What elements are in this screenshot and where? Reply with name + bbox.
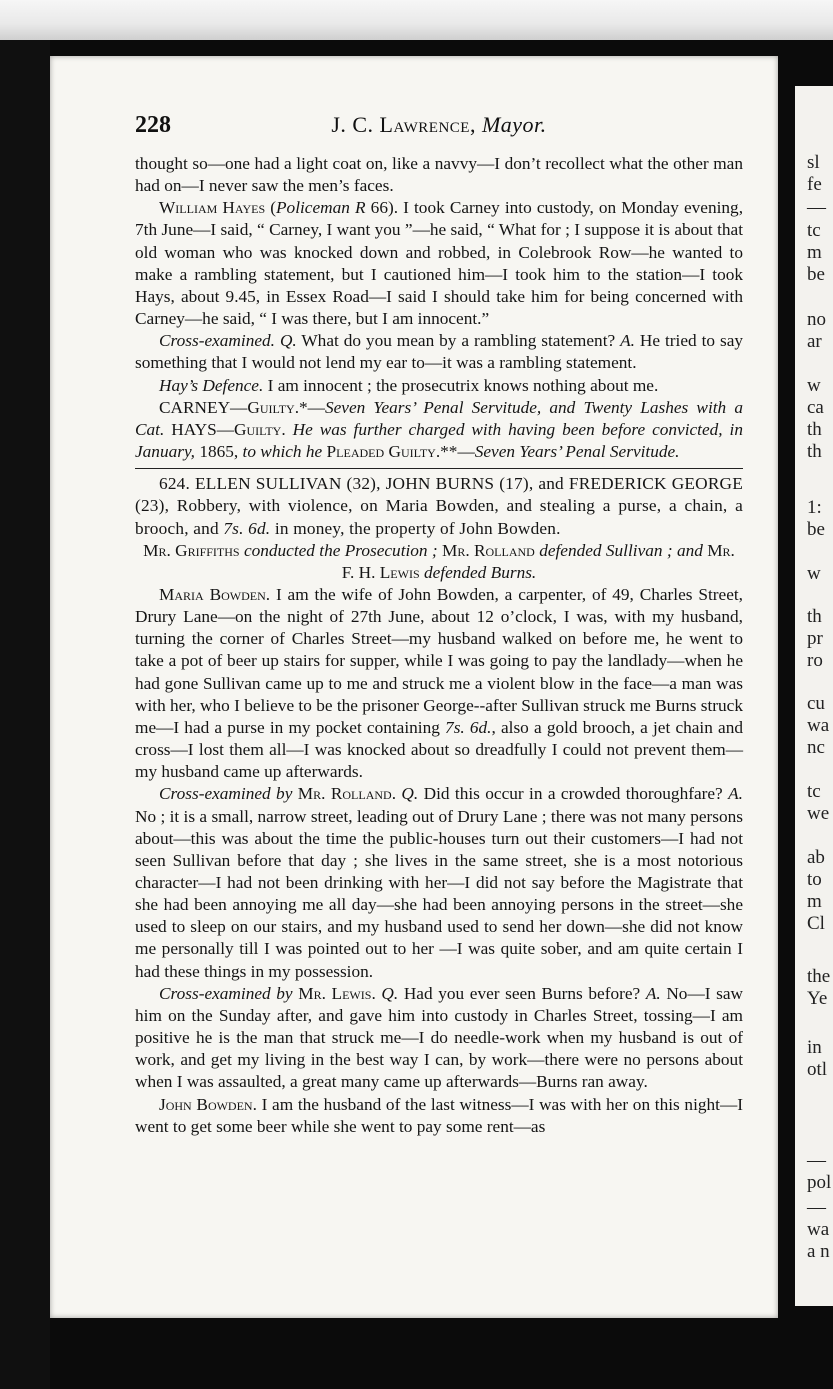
adjacent-page-fragment: be bbox=[807, 519, 825, 540]
page-number: 228 bbox=[135, 112, 171, 138]
running-head-title: Mayor. bbox=[481, 112, 547, 137]
text-run: A. bbox=[620, 331, 635, 351]
paragraph bbox=[135, 783, 743, 982]
text-run: I am innocent ; the prosecutrix knows nothing about me. bbox=[263, 375, 659, 395]
text-run: Mr. bbox=[707, 540, 735, 560]
adjacent-page-fragment: fe bbox=[807, 174, 822, 195]
text-run: 624. ELLEN SULLIVAN (32), JOHN BURNS (17), and FREDERICK GEORGE (23), Robbery, with violence, on Maria Bowden, and stealing a purse, a chain, a brooch, and bbox=[135, 474, 743, 538]
text-run: Policeman R bbox=[276, 198, 366, 218]
adjacent-page-fragment: wa bbox=[807, 1219, 830, 1240]
adjacent-page-fragment: a n bbox=[807, 1241, 830, 1262]
text-run: Guilty bbox=[233, 419, 282, 439]
text-run: Q. bbox=[381, 983, 399, 1003]
text-run: HAYS— bbox=[164, 419, 234, 439]
adjacent-page-fragment: 1: bbox=[807, 497, 822, 518]
adjacent-page-fragment: pr bbox=[807, 628, 823, 649]
adjacent-page-fragment: ab bbox=[807, 847, 825, 868]
text-run: 7s. 6d. bbox=[223, 518, 271, 538]
paragraph bbox=[135, 375, 743, 397]
paragraph bbox=[135, 330, 743, 374]
text-run: 1865, bbox=[195, 442, 243, 462]
text-run: Seven Years’ Penal Servitude, and Twenty Lashes with a Cat. bbox=[135, 397, 743, 439]
text-run: .**— bbox=[435, 442, 475, 462]
adjacent-page-fragment: in bbox=[807, 1037, 822, 1058]
adjacent-page-fragment: the bbox=[807, 966, 831, 987]
scan-frame-left bbox=[0, 40, 50, 1389]
text-run: A. bbox=[645, 983, 661, 1003]
adjacent-page-fragment: Cl bbox=[807, 913, 825, 934]
text-run: No ; it is a small, narrow street, leading out of Drury Lane ; there was not many persons about—this was about the time the public-houses turn out their customers—I had not seen Sullivan before that day ; she lives in the same street, she is a most notorious character—I had not been drinking with her—I did not say before the Magistrate that she had been annoying me all day—she had been annoying persons in the street—she used to sleep on our stairs, and my husband used to send her down—she did not know me personally till I was pointed out to her —I was quite sober, and am quite certain I had these things in my possession. bbox=[135, 806, 743, 981]
text-run: Q. bbox=[401, 784, 419, 804]
adjacent-page-fragment: sl bbox=[807, 152, 820, 173]
text-run: Maria Bowden bbox=[159, 584, 266, 604]
paragraph bbox=[135, 1094, 743, 1138]
text-run: , also a gold brooch, a jet chain and cross—I lost them all—I was knocked about so dreadfully I could not prevent them—my husband came up afterwards. bbox=[135, 717, 743, 782]
adjacent-page-fragment: otl bbox=[807, 1059, 828, 1080]
adjacent-page-fragment: pol bbox=[807, 1172, 832, 1193]
text-run: Hay’s Defence. bbox=[159, 375, 264, 395]
running-head-name: J. C. Lawrence, bbox=[331, 112, 476, 137]
text-run: John Bowden bbox=[159, 1094, 253, 1114]
adjacent-page-fragment: to bbox=[807, 869, 822, 890]
adjacent-page-fragment: — bbox=[807, 1150, 826, 1171]
text-run: and bbox=[676, 540, 703, 560]
adjacent-page-fragment: no bbox=[807, 309, 826, 330]
adjacent-page-fragment: th bbox=[807, 419, 822, 440]
adjacent-page-fragment: w bbox=[807, 375, 821, 396]
text-run: to which he bbox=[242, 442, 323, 462]
adjacent-page-fragment: we bbox=[807, 803, 830, 824]
text-run: in money, the property of John Bowden. bbox=[270, 518, 561, 538]
adjacent-page-fragment: w bbox=[807, 563, 821, 584]
adjacent-page-fragment: ca bbox=[807, 397, 824, 418]
text-run: Lewis bbox=[379, 562, 420, 582]
adjacent-page-fragment: — bbox=[807, 1197, 826, 1218]
scan-margin-top bbox=[0, 0, 833, 40]
adjacent-page-fragment: th bbox=[807, 606, 822, 627]
text-run: defended Burns. bbox=[423, 562, 537, 582]
adjacent-page-fragment: th bbox=[807, 441, 822, 462]
adjacent-page-fragment: wa bbox=[807, 715, 830, 736]
text-run: ( bbox=[265, 198, 276, 218]
text-run: thought so—one had a light coat on, like a navvy—I don’t recollect what the other man had on—I never saw the men’s faces. bbox=[135, 154, 743, 196]
text-run: . bbox=[391, 784, 402, 804]
paragraph bbox=[135, 983, 743, 1094]
text-run: . I am the wife of John Bowden, a carpenter, of 49, Charles Street, Drury Lane—on the night of 27th June, about 12 o’clock, I was, with my husband, turning the corner of Charles Street—my husband walked on before me, he went to take a pot of beer up stairs for supper, while I was going to pay the landlady—when he had gone Sullivan came up to me and struck me a violent blow in the face—a man was with her, who I believe to be the prisoner George--after Sullivan struck me Burns struck me—I had a purse in my pocket containing bbox=[135, 584, 743, 737]
text-run: Cross-examined by bbox=[159, 784, 293, 804]
page-header bbox=[135, 112, 743, 142]
text-run: 7s. 6d. bbox=[445, 717, 492, 737]
adjacent-page-fragment: be bbox=[807, 264, 825, 285]
text-run: Mr. Rolland bbox=[441, 540, 535, 560]
adjacent-page-fragment: m bbox=[807, 242, 822, 263]
adjacent-page-fragment: ar bbox=[807, 331, 822, 352]
adjacent-page-fragment: tc bbox=[807, 781, 821, 802]
text-run: No—I saw him on the Sunday after, and gave him into custody in Charles Street, tossing—I am positive he is the man that struck me—I do needle-work when my husband is out of work, and get my living in the best way I can, by work—there were no persons about when I was assaulted, a great many came up afterwards—Burns ran away. bbox=[135, 983, 743, 1092]
text-run: Q. bbox=[279, 331, 297, 351]
text-run: . I am the husband of the last witness—I was with her on this night—I went to get some beer while she went to pay some rent—as bbox=[135, 1094, 743, 1136]
text-run: He tried to say something that I would not lend my ear to—it was a rambling statement. bbox=[135, 331, 743, 373]
text-run: Guilty bbox=[247, 397, 295, 417]
page-body-text bbox=[135, 153, 743, 1138]
adjacent-page-fragment: ro bbox=[807, 650, 823, 671]
text-run: Mr. Griffiths bbox=[143, 540, 240, 560]
text-run: Seven Years’ Penal Servitude. bbox=[474, 442, 680, 462]
case-heading bbox=[135, 473, 743, 539]
text-run: CARNEY— bbox=[159, 397, 248, 417]
text-run: . bbox=[371, 983, 382, 1003]
paragraph bbox=[135, 197, 743, 330]
running-head bbox=[135, 112, 743, 138]
text-run: Mr. Lewis bbox=[298, 983, 372, 1003]
text-run: defended Sullivan ; bbox=[539, 540, 673, 560]
text-run: . bbox=[281, 419, 293, 439]
text-run: Had you ever seen Burns before? bbox=[398, 983, 646, 1003]
adjacent-page-fragment: m bbox=[807, 891, 822, 912]
section-rule bbox=[135, 468, 743, 469]
adjacent-page-fragment: Ye bbox=[807, 988, 828, 1009]
counsel-line bbox=[135, 540, 743, 584]
text-run: Pleaded Guilty bbox=[326, 442, 436, 462]
text-run: Cross-examined. bbox=[159, 331, 275, 351]
text-run: A. bbox=[728, 784, 744, 804]
text-run: Cross-examined by bbox=[159, 983, 293, 1003]
text-run: What do you mean by a rambling statement? bbox=[296, 331, 621, 351]
text-run: He was further charged with having been before convicted, in January, bbox=[135, 419, 743, 462]
adjacent-page-fragment: nc bbox=[807, 737, 825, 758]
text-run: .*— bbox=[294, 397, 325, 417]
paragraph bbox=[135, 153, 743, 197]
adjacent-page-fragment: cu bbox=[807, 693, 825, 714]
text-run: Did this occur in a crowded thoroughfare? bbox=[418, 784, 729, 804]
text-run: F. H. bbox=[341, 562, 380, 582]
text-run: William Hayes bbox=[159, 198, 266, 218]
paragraph bbox=[135, 584, 743, 783]
text-run: 66). I took Carney into custody, on Monday evening, 7th June—I said, “ Carney, I want you ”—he said, “ What for ; I suppose it is about that old woman who was knocked down and robbed, in Colebrook Row—he wanted to make a rambling statement, but I cautioned him—I took him to the station—I took Hays, about 9.45, in Essex Road—I said I should take him for being concerned with Carney—he said, “ I was there, but I am innocent.” bbox=[135, 198, 744, 329]
adjacent-page-edge bbox=[795, 86, 833, 1306]
paragraph bbox=[135, 397, 743, 463]
adjacent-page-fragment: — bbox=[807, 197, 826, 218]
text-run: Mr. Rolland bbox=[297, 784, 392, 804]
text-run: conducted the Prosecution ; bbox=[243, 540, 438, 560]
adjacent-page-fragment: tc bbox=[807, 220, 821, 241]
